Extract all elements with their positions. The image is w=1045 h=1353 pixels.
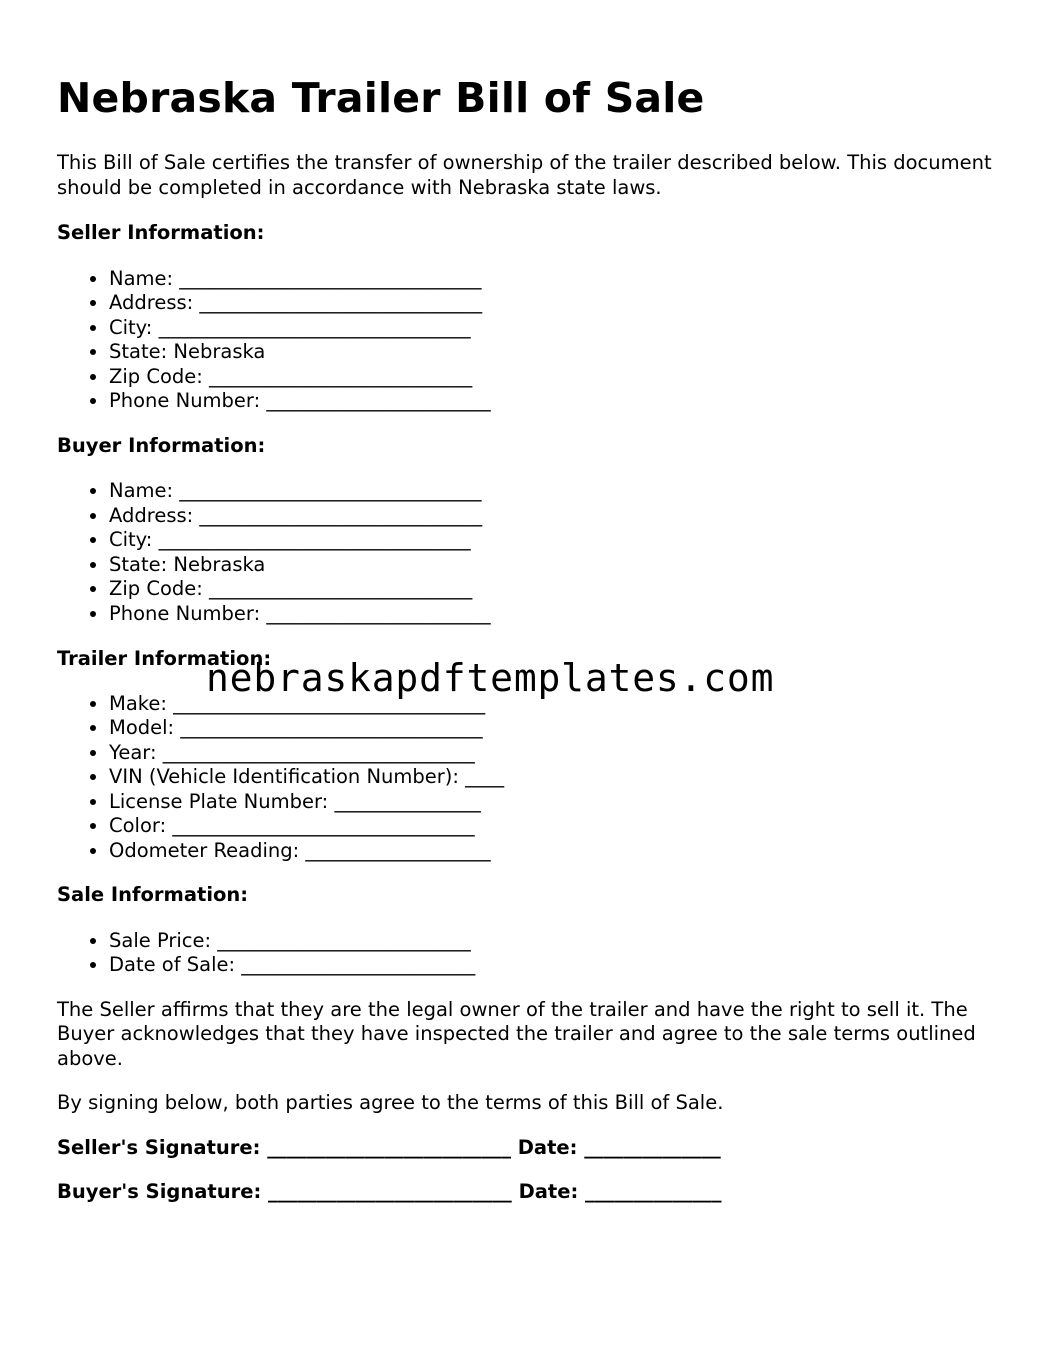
sale-field-list — [57, 929, 1007, 978]
seller-phone-field: • Phone Number: _______________________ — [109, 389, 1007, 414]
trailer-heading: Trailer Information: — [57, 647, 272, 670]
seller-name-field: • Name: _______________________________ — [109, 267, 1007, 292]
intro-paragraph: This Bill of Sale certifies the transfer of ownership of the trailer described below. This document should be completed in accordance with Nebraska state laws. — [57, 151, 992, 199]
seller-state-field: • State: Nebraska — [109, 340, 1007, 365]
sale-heading: Sale Information: — [57, 883, 249, 906]
buyer-heading: Buyer Information: — [57, 433, 266, 457]
trailer-odometer-field: • Odometer Reading: ___________________ — [109, 839, 1007, 864]
buyer-address-field: • Address: _____________________________ — [109, 504, 1007, 529]
buyer-name-field: • Name: _______________________________ — [109, 479, 1007, 504]
seller-field-list — [57, 267, 1007, 414]
seller-address-field: • Address: _____________________________ — [109, 291, 1007, 316]
trailer-field-list — [57, 692, 1007, 864]
trailer-year-field: • Year: ________________________________ — [109, 741, 1007, 766]
document-page — [57, 72, 1007, 1205]
buyer-phone-field: • Phone Number: _______________________ — [109, 602, 1007, 627]
watermark: nebraskapdftemplates.com — [206, 656, 775, 700]
buyer-state-field: • State: Nebraska — [109, 553, 1007, 578]
trailer-make-field: • Make: ________________________________ — [109, 692, 1007, 717]
trailer-color-field: • Color: _______________________________ — [109, 814, 1007, 839]
seller-signature-line: Seller's Signature: _________________________ Date: ______________ — [57, 1135, 721, 1159]
sale-price-field: • Sale Price: __________________________ — [109, 929, 1007, 954]
buyer-signature-line: Buyer's Signature: _________________________ Date: ______________ — [57, 1180, 722, 1203]
seller-city-field: • City: ________________________________ — [109, 316, 1007, 341]
document-title: Nebraska Trailer Bill of Sale — [57, 74, 705, 122]
trailer-model-field: • Model: _______________________________ — [109, 716, 1007, 741]
sale-date-field: • Date of Sale: ________________________ — [109, 953, 1007, 978]
buyer-field-list — [57, 479, 1007, 626]
buyer-zip-field: • Zip Code: ___________________________ — [109, 577, 1007, 602]
buyer-city-field: • City: ________________________________ — [109, 528, 1007, 553]
agreement-paragraph: By signing below, both parties agree to the terms of this Bill of Sale. — [57, 1091, 724, 1114]
seller-zip-field: • Zip Code: ___________________________ — [109, 365, 1007, 390]
trailer-plate-field: • License Plate Number: _______________ — [109, 790, 1007, 815]
trailer-vin-field: • VIN (Vehicle Identification Number): ____ — [109, 765, 1007, 790]
seller-heading: Seller Information: — [57, 221, 265, 244]
affirmation-paragraph: The Seller affirms that they are the legal owner of the trailer and have the right to sell it. The Buyer acknowledges that they have inspected the trailer and agree to the sale terms outlined above. — [57, 997, 976, 1070]
